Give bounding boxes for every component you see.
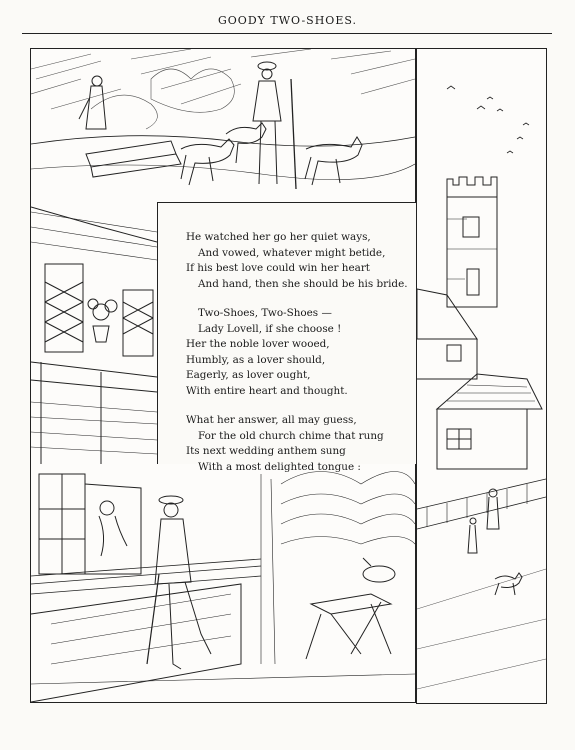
stanza: [186, 230, 411, 292]
poem-line: He watched her go her quiet ways,: [186, 231, 371, 243]
poem-line: Lady Lovell, if she choose !: [198, 322, 342, 335]
illustration-wooing-scene: [30, 464, 416, 703]
window-with-lady: [39, 474, 141, 574]
hound-group: [181, 123, 362, 185]
dog-figure: [495, 573, 522, 595]
poem-line: Two-Shoes, Two-Shoes —: [198, 307, 332, 319]
flying-birds: [447, 86, 529, 153]
maiden-figure: [79, 76, 106, 129]
illustration-timbered-house: [30, 202, 158, 465]
running-head: GOODY TWO-SHOES.: [218, 14, 357, 27]
illustration-hunter-and-hounds: [30, 48, 416, 203]
poem-line: Her the noble lover wooed,: [186, 338, 330, 350]
poem-line: For the old church chime that rung: [198, 429, 384, 442]
cottage: [437, 374, 542, 469]
poem-line: Eagerly, as lover ought,: [186, 369, 311, 381]
poem-line: Humbly, as a lover should,: [186, 353, 326, 366]
villager-figures: [468, 489, 499, 553]
poem-line: If his best love could win her heart: [186, 262, 370, 274]
poem-line: And hand, then she should be his bride.: [198, 277, 408, 290]
poem-text: [186, 230, 411, 489]
stanza: [186, 306, 411, 399]
poem-line: With entire heart and thought.: [186, 384, 348, 397]
poem-line: Its next wedding anthem sung: [186, 445, 346, 457]
header-rule: [22, 33, 552, 34]
poem-line: What her answer, all may guess,: [186, 414, 357, 426]
illustration-church-village: [416, 48, 547, 704]
flower-pot: [88, 299, 117, 342]
stanza: [186, 413, 411, 475]
suitor-figure: [147, 496, 211, 669]
book-table: [306, 558, 395, 659]
church-tower: [447, 177, 497, 307]
poem-line: With a most delighted tongue :: [198, 460, 361, 473]
poem-line: And vowed, whatever might betide,: [198, 246, 386, 259]
